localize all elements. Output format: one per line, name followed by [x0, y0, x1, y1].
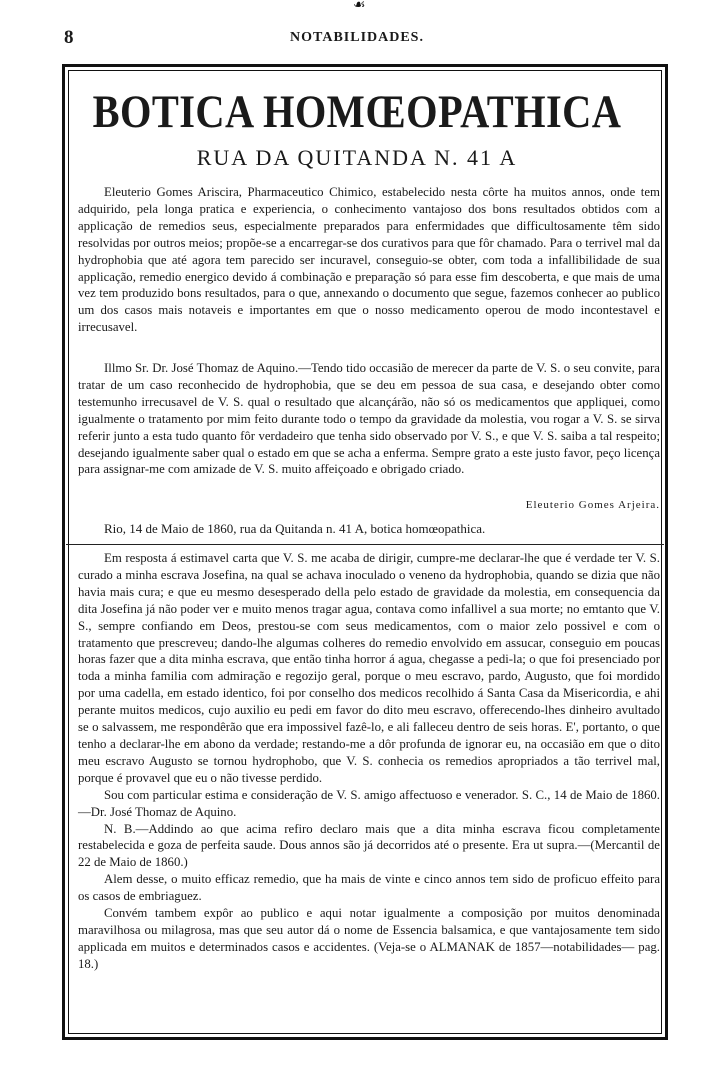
- advert-subtitle: RUA DA QUITANDA N. 41 A: [196, 145, 518, 170]
- running-header: [0, 26, 714, 50]
- running-title: NOTABILIDADES.: [290, 30, 424, 45]
- postscript-paragraph: N. B.—Addindo ao que acima refiro declaro mais que a dita minha escrava ficou completamente restabelecida e goza de perfeita saude. Dous annos são já decorridos até o presente. Era ut supra.—(Mercantil de 22 de Maio de 1860.): [78, 821, 660, 870]
- letter-signature: Eleuterio Gomes Arjeira.: [525, 499, 660, 511]
- ornament-mark: ☙: [353, 0, 366, 13]
- letter-dateline: Rio, 14 de Maio de 1860, rua da Quitanda n. 41 A, botica homœopathica.: [104, 521, 486, 536]
- closing-paragraph: Sou com particular estima e consideração de V. S. amigo affectuoso e venerador. S. C., 14 de Maio de 1860.—Dr. José Thomaz de Aquino.: [78, 787, 660, 819]
- letter-paragraph: Illmo Sr. Dr. José Thomaz de Aquino.—Tendo tido occasião de merecer da parte de V. S. o seu convite, para tratar de um caso reconhecido de hydrophobia, que se deu em pessoa de sua casa, e desejando obter como testemunho irrecusavel de V. S. qual o resultado que alcançárão, não só os medicamentos que appliquei, como igualmente o tratamento por mim feito durante todo o tempo da gravidade da molestia, vou rogar a V. S. se sirva referir junto a esta tudo quanto fôr verdadeiro que tenha sido observado por V. S., e que V. S. saiba a tal respeito; desejando igualmente saber qual o estado em que se acha a enferma. Sempre grato a este justo favor, peço licença para assignar-me com amizade de V. S. muito affeiçoado e obrigado criado.: [78, 361, 660, 477]
- section-divider: [66, 544, 664, 545]
- reply-paragraph: Em resposta á estimavel carta que V. S. me acaba de dirigir, cumpre-me declarar-lhe que é verdade ter V. S. curado a minha escrava Josefina, na qual se achava inoculado o veneno da hydrophobia, quando se dizia que não havia mais cura; e que eu mesmo desesperado della pelo estado de gravidade da molestia, em consequencia da dita Josefina já não poder ver e muito menos tragar agua, contava como infallivel a sua morte; no emtanto que V. S., sempre confiando em Deos, prestou-se com seus medicamentos, com o maior zelo possivel e com o tratamento que prescreveu; dando-lhe algumas colheres do remedio envolvido em assucar, conseguio em poucas horas fazer que a dita minha escrava, que então tinha horror á agua, chegasse a pedi-la; o que foi presenciado por toda a minha familia com admiração e regozijo geral, porque o meu escravo, pardo, Augusto, que foi mordido por uma cadella, em estado identico, foi por conselho dos medicos recolhido á Santa Casa da Misericordia, e ahi perante muitos medicos, cujo auxilio eu pedi em favor do dito meu escravo, offerecendo-lhes dinheiro avultado se o salvassem, me respondêrão que era impossivel fazê-lo, e ali falleceu dentro de seis horas. E', portanto, o que tenho a declarar-lhe em abono da verdade; restando-me a dôr profunda de ignorar eu, na occasião em que o dito meu escravo Augusto se tornou hydrophobo, que V. S. conhecia os remedios apropriados a tão terrivel mal, porque é provavel que eu o não tivesse perdido.: [78, 551, 660, 785]
- reply-block: [78, 550, 660, 973]
- extra-paragraph-1: Alem desse, o muito efficaz remedio, que ha mais de vinte e cinco annos tem sido de proficuo effeito para os casos de embriaguez.: [78, 872, 660, 904]
- intro-paragraph: Eleuterio Gomes Ariscira, Pharmaceutico Chimico, estabelecido nesta côrte ha muitos annos, onde tem adquirido, pela longa pratica e experiencia, o conhecimento vantajoso dos bons resultados obtidos com a applicação de remedios seus, especialmente preparados para enfermidades que difficultosamente têm sido resolvidas por outros meios; propõe-se a encarregar-se dos curativos para que fôr chamado. Para o terrivel mal da hydrophobia que até agora tem parecido ser incuravel, conseguio-se obter, com toda a infallibilidade de sua applicação, remedio energico devido á combinação e preparação só para esse fim descoberta, e que mais de uma vez tem produzido bons resultados, para o que, annexando o documento que segue, fazemos conhecer ao publico um dos casos mais notaveis e importantes em que o nosso medicamento operou de modo incontestavel e irrecusavel.: [78, 185, 660, 335]
- intro-block: [78, 184, 660, 336]
- letter-block: [78, 360, 660, 478]
- extra-paragraph-2: Convém tambem expôr ao publico e aqui notar igualmente a composição por muitos denominada maravilhosa ou milagrosa, mas que seu autor dá o nome de Essencia balsamica, e que vantajosamente tem sido applicada em muitos e determinados casos e accidentes. (Veja-se o ALMANAK de 1857—notabilidades— pag. 18.): [78, 906, 660, 971]
- page-number: 8: [64, 27, 74, 48]
- advert-title: BOTICA HOMŒOPATHICA: [92, 86, 622, 138]
